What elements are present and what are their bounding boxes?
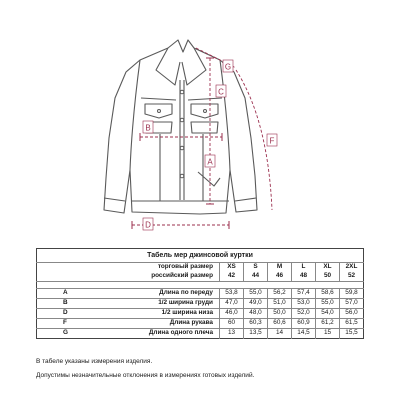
row-value: 60 <box>220 319 244 329</box>
row-value: 53,8 <box>220 289 244 299</box>
note-measurements: В табеле указаны измерения изделия. <box>36 358 153 365</box>
row-value: 56,2 <box>268 289 292 299</box>
russian-size: 52 <box>340 272 364 282</box>
table-row <box>37 319 364 329</box>
russian-size: 42 <box>220 272 244 282</box>
row-value: 46,0 <box>220 309 244 319</box>
row-code: D <box>37 309 104 319</box>
marker-f: F <box>269 136 275 146</box>
table-row <box>37 329 364 339</box>
row-value: 47,0 <box>220 299 244 309</box>
row-code: F <box>37 319 104 329</box>
size-header: 2XL <box>340 263 364 273</box>
trade-size-row <box>37 263 364 273</box>
row-value: 60,6 <box>268 319 292 329</box>
size-header: L <box>292 263 316 273</box>
table-title: Табель мер джинсовой куртки <box>37 249 364 263</box>
russian-size: 48 <box>292 272 316 282</box>
table-row <box>37 299 364 309</box>
row-value: 58,6 <box>316 289 340 299</box>
russian-size-label: российский размер <box>37 272 220 282</box>
marker-c: C <box>218 87 224 97</box>
row-value: 55,0 <box>316 299 340 309</box>
row-code: G <box>37 329 104 339</box>
row-label: Длина рукава <box>103 319 220 329</box>
row-value: 56,0 <box>340 309 364 319</box>
marker-g: G <box>224 62 232 72</box>
size-header: XL <box>316 263 340 273</box>
row-value: 48,0 <box>244 309 268 319</box>
row-label: 1/2 ширина груди <box>103 299 220 309</box>
row-value: 51,0 <box>268 299 292 309</box>
russian-size-row <box>37 272 364 282</box>
row-value: 50,0 <box>268 309 292 319</box>
row-value: 49,0 <box>244 299 268 309</box>
row-value: 61,5 <box>340 319 364 329</box>
row-value: 57,0 <box>340 299 364 309</box>
row-value: 14,5 <box>292 329 316 339</box>
row-value: 15,5 <box>340 329 364 339</box>
russian-size: 50 <box>316 272 340 282</box>
row-value: 13,5 <box>244 329 268 339</box>
row-value: 53,0 <box>292 299 316 309</box>
russian-size: 46 <box>268 272 292 282</box>
row-value: 54,0 <box>316 309 340 319</box>
table-row <box>37 309 364 319</box>
size-table <box>36 248 364 339</box>
row-value: 13 <box>220 329 244 339</box>
row-label: Длина по переду <box>159 289 213 297</box>
jacket-outline <box>104 40 257 214</box>
row-code: A <box>63 289 68 297</box>
row-value: 60,9 <box>292 319 316 329</box>
row-value: 55,0 <box>244 289 268 299</box>
row-value: 15 <box>316 329 340 339</box>
row-value: 59,8 <box>340 289 364 299</box>
table-spacer <box>37 282 364 289</box>
table-row <box>37 289 364 299</box>
table-title-row <box>37 249 364 263</box>
jacket-buttons <box>158 90 207 178</box>
size-header: M <box>268 263 292 273</box>
marker-d: D <box>145 220 151 230</box>
marker-b: B <box>145 123 151 133</box>
row-label: Длина одного плеча <box>103 329 220 339</box>
row-label: 1/2 ширина низа <box>103 309 220 319</box>
russian-size: 44 <box>244 272 268 282</box>
row-value: 61,2 <box>316 319 340 329</box>
row-value: 57,4 <box>292 289 316 299</box>
row-value: 14 <box>268 329 292 339</box>
note-tolerance: Допустимы незначительные отклонения в измерениях готовых изделий. <box>36 372 255 379</box>
size-header: S <box>244 263 268 273</box>
size-header: XS <box>220 263 244 273</box>
row-code: B <box>37 299 104 309</box>
marker-a: A <box>207 157 213 167</box>
trade-size-label: торговый размер <box>157 263 213 271</box>
row-value: 52,0 <box>292 309 316 319</box>
row-value: 60,3 <box>244 319 268 329</box>
